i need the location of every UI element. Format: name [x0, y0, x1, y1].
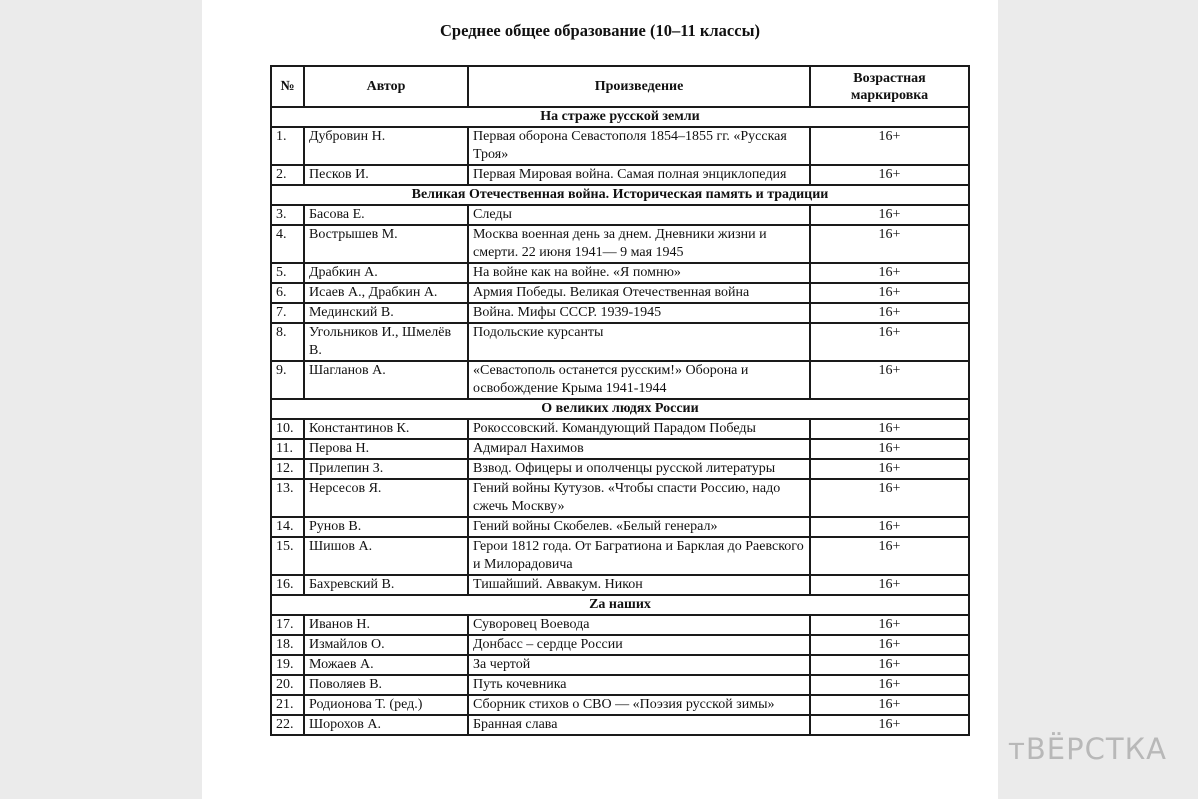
row-work: Адмирал Нахимов — [468, 439, 810, 459]
book-list-table — [270, 65, 970, 736]
section-row — [271, 107, 969, 127]
row-author: Иванов Н. — [304, 615, 468, 635]
table-row — [271, 635, 969, 655]
section-title: Великая Отечественная война. Историческая память и традиции — [271, 185, 969, 205]
row-work: Гений войны Кутузов. «Чтобы спасти Россию, надо сжечь Москву» — [468, 479, 810, 517]
row-number: 17. — [271, 615, 304, 635]
header-author: Автор — [304, 66, 468, 107]
row-age-rating: 16+ — [810, 715, 969, 735]
row-number: 1. — [271, 127, 304, 165]
row-age-rating: 16+ — [810, 127, 969, 165]
row-work: Следы — [468, 205, 810, 225]
row-age-rating: 16+ — [810, 165, 969, 185]
row-number: 2. — [271, 165, 304, 185]
table-row — [271, 205, 969, 225]
row-age-rating: 16+ — [810, 615, 969, 635]
row-author: Шагланов А. — [304, 361, 468, 399]
row-work: Суворовец Воевода — [468, 615, 810, 635]
section-row — [271, 185, 969, 205]
row-work: Война. Мифы СССР. 1939-1945 — [468, 303, 810, 323]
table-header-row — [271, 66, 969, 107]
row-age-rating: 16+ — [810, 419, 969, 439]
row-number: 8. — [271, 323, 304, 361]
table-row — [271, 165, 969, 185]
header-age: Возрастная маркировка — [810, 66, 969, 107]
row-age-rating: 16+ — [810, 675, 969, 695]
row-work: Подольские курсанты — [468, 323, 810, 361]
row-number: 9. — [271, 361, 304, 399]
row-author: Можаев А. — [304, 655, 468, 675]
row-work: Первая Мировая война. Самая полная энциклопедия — [468, 165, 810, 185]
row-work: Взвод. Офицеры и ополченцы русской литературы — [468, 459, 810, 479]
table-row — [271, 459, 969, 479]
row-author: Драбкин А. — [304, 263, 468, 283]
row-age-rating: 16+ — [810, 695, 969, 715]
row-author: Перова Н. — [304, 439, 468, 459]
row-author: Поволяев В. — [304, 675, 468, 695]
section-row — [271, 595, 969, 615]
row-number: 14. — [271, 517, 304, 537]
row-number: 4. — [271, 225, 304, 263]
row-work: Москва военная день за днем. Дневники жизни и смерти. 22 июня 1941— 9 мая 1945 — [468, 225, 810, 263]
row-age-rating: 16+ — [810, 263, 969, 283]
row-number: 7. — [271, 303, 304, 323]
table-row — [271, 323, 969, 361]
row-author: Песков И. — [304, 165, 468, 185]
row-number: 16. — [271, 575, 304, 595]
watermark-logo: тВЁРСТКА — [1008, 732, 1167, 766]
row-age-rating: 16+ — [810, 655, 969, 675]
row-age-rating: 16+ — [810, 439, 969, 459]
row-number: 10. — [271, 419, 304, 439]
table-row — [271, 361, 969, 399]
section-title: На страже русской земли — [271, 107, 969, 127]
row-author: Константинов К. — [304, 419, 468, 439]
table-row — [271, 479, 969, 517]
row-number: 13. — [271, 479, 304, 517]
table-row — [271, 517, 969, 537]
section-title: Zа наших — [271, 595, 969, 615]
table-row — [271, 575, 969, 595]
row-age-rating: 16+ — [810, 479, 969, 517]
table-row — [271, 655, 969, 675]
row-work: За чертой — [468, 655, 810, 675]
row-age-rating: 16+ — [810, 537, 969, 575]
row-number: 18. — [271, 635, 304, 655]
row-work: Герои 1812 года. От Багратиона и Барклая до Раевского и Милорадовича — [468, 537, 810, 575]
table-row — [271, 537, 969, 575]
row-work: Путь кочевника — [468, 675, 810, 695]
section-title: О великих людях России — [271, 399, 969, 419]
row-author: Мединский В. — [304, 303, 468, 323]
table-row — [271, 283, 969, 303]
row-number: 19. — [271, 655, 304, 675]
row-work: На войне как на войне. «Я помню» — [468, 263, 810, 283]
row-age-rating: 16+ — [810, 323, 969, 361]
table-row — [271, 263, 969, 283]
row-number: 20. — [271, 675, 304, 695]
row-number: 6. — [271, 283, 304, 303]
table-row — [271, 127, 969, 165]
table-row — [271, 419, 969, 439]
table-row — [271, 439, 969, 459]
row-number: 12. — [271, 459, 304, 479]
row-author: Бахревский В. — [304, 575, 468, 595]
row-number: 22. — [271, 715, 304, 735]
row-age-rating: 16+ — [810, 361, 969, 399]
document-page — [202, 0, 998, 799]
row-author: Шишов А. — [304, 537, 468, 575]
row-age-rating: 16+ — [810, 459, 969, 479]
row-number: 21. — [271, 695, 304, 715]
table-body — [271, 107, 969, 735]
row-author: Рунов В. — [304, 517, 468, 537]
row-work: Бранная слава — [468, 715, 810, 735]
row-age-rating: 16+ — [810, 635, 969, 655]
row-work: Гений войны Скобелев. «Белый генерал» — [468, 517, 810, 537]
row-author: Дубровин Н. — [304, 127, 468, 165]
row-age-rating: 16+ — [810, 205, 969, 225]
header-work: Произведение — [468, 66, 810, 107]
row-age-rating: 16+ — [810, 575, 969, 595]
row-work: Рокоссовский. Командующий Парадом Победы — [468, 419, 810, 439]
table-row — [271, 695, 969, 715]
row-work: Тишайший. Аввакум. Никон — [468, 575, 810, 595]
row-number: 15. — [271, 537, 304, 575]
row-number: 5. — [271, 263, 304, 283]
row-author: Родионова Т. (ред.) — [304, 695, 468, 715]
row-work: Сборник стихов о СВО — «Поэзия русской зимы» — [468, 695, 810, 715]
row-number: 3. — [271, 205, 304, 225]
row-age-rating: 16+ — [810, 517, 969, 537]
row-author: Прилепин З. — [304, 459, 468, 479]
table-row — [271, 615, 969, 635]
table-row — [271, 715, 969, 735]
table-row — [271, 303, 969, 323]
row-work: «Севастополь останется русским!» Оборона и освобождение Крыма 1941-1944 — [468, 361, 810, 399]
row-author: Угольников И., Шмелёв В. — [304, 323, 468, 361]
row-number: 11. — [271, 439, 304, 459]
row-age-rating: 16+ — [810, 225, 969, 263]
row-work: Армия Победы. Великая Отечественная война — [468, 283, 810, 303]
row-work: Первая оборона Севастополя 1854–1855 гг. «Русская Троя» — [468, 127, 810, 165]
row-age-rating: 16+ — [810, 303, 969, 323]
row-author: Нерсесов Я. — [304, 479, 468, 517]
row-author: Шорохов А. — [304, 715, 468, 735]
row-work: Донбасс – сердце России — [468, 635, 810, 655]
table-row — [271, 225, 969, 263]
table-row — [271, 675, 969, 695]
header-num: № — [271, 66, 304, 107]
document-title: Среднее общее образование (10–11 классы) — [440, 21, 760, 40]
row-author: Исаев А., Драбкин А. — [304, 283, 468, 303]
row-author: Вострышев М. — [304, 225, 468, 263]
row-author: Измайлов О. — [304, 635, 468, 655]
row-age-rating: 16+ — [810, 283, 969, 303]
row-author: Басова Е. — [304, 205, 468, 225]
section-row — [271, 399, 969, 419]
